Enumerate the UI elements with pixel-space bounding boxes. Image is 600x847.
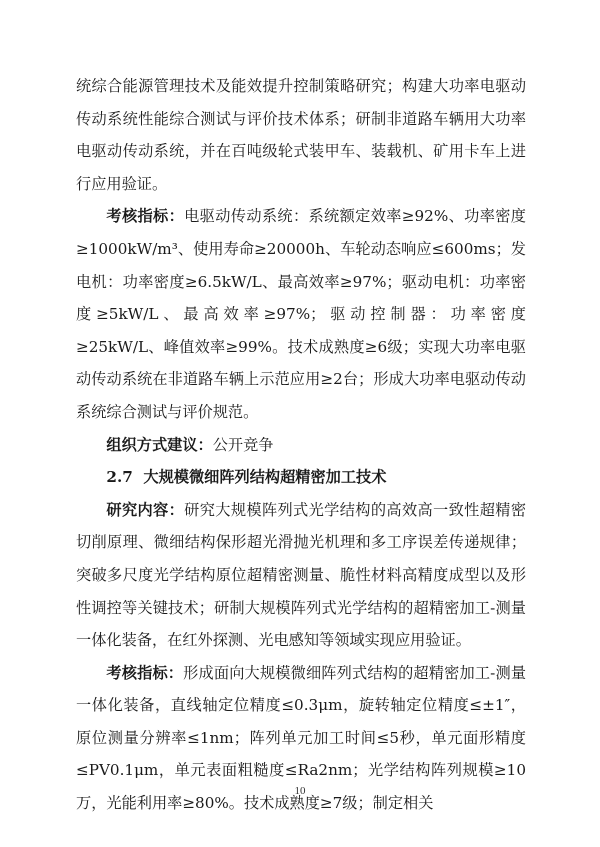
paragraph-organization-method xyxy=(76,429,526,462)
research-label: 研究内容： xyxy=(106,500,185,519)
document-page xyxy=(76,70,526,820)
organization-text: 公开竞争 xyxy=(212,435,274,454)
assessment-label-2: 考核指标： xyxy=(106,663,184,682)
paragraph-assessment-indicators-1 xyxy=(76,200,526,428)
assessment-label: 考核指标： xyxy=(106,207,185,226)
section-title: 大规模微细阵列结构超精密加工技术 xyxy=(143,468,387,487)
assessment-text: 电驱动传动系统：系统额定效率≥92%、功率密度≥1000kW/m³、使用寿命≥20000h、车轮动态响应≤600ms；发电机：功率密度≥6.5kW/L、最高效率≥97%；驱动电机：功率密度≥5kW/L、最高效率≥97%；驱动控制器：功率密度≥25kW/L、峰值效率≥99%。技术成熟度≥6级；实现大功率电驱动传动系统在非道路车辆上示范应用≥2台；形成大功率电驱动传动系统综合测试与评价规范。 xyxy=(76,207,526,421)
research-text: 研究大规模阵列式光学结构的高效高一致性超精密切削原理、微细结构保形超光滑抛光机理和多工序误差传递规律；突破多尺度光学结构原位超精密测量、脆性材料高精度成型以及形性调控等关键技术；研制大规模阵列式光学结构的超精密加工-测量一体化装备，在红外探测、光电感知等领域实现应用验证。 xyxy=(76,500,527,650)
paragraph-research-content xyxy=(76,494,526,657)
organization-label: 组织方式建议： xyxy=(106,435,213,454)
assessment-text-2: 形成面向大规模微细阵列式结构的超精密加工-测量一体化装备，直线轴定位精度≤0.3μm，旋转轴定位精度≤±1″，原位测量分辨率≤1nm；阵列单元加工时间≤5秒，单元面形精度≤PV0.1μm，单元表面粗糙度≤Ra2nm；光学结构阵列规模≥10万，光能利用率≥80%。技术成熟度≥7级；制定相关 xyxy=(76,663,527,813)
paragraph-text: 统综合能源管理技术及能效提升控制策略研究；构建大功率电驱动传动系统性能综合测试与评价技术体系；研制非道路车辆用大功率电驱动传动系统，并在百吨级轮式装甲车、装载机、矿用卡车上进行应用验证。 xyxy=(76,77,526,193)
section-heading xyxy=(76,461,526,494)
paragraph-continuation xyxy=(76,70,526,200)
section-number: 2.7 xyxy=(106,468,133,487)
page-number: 10 xyxy=(294,785,306,797)
